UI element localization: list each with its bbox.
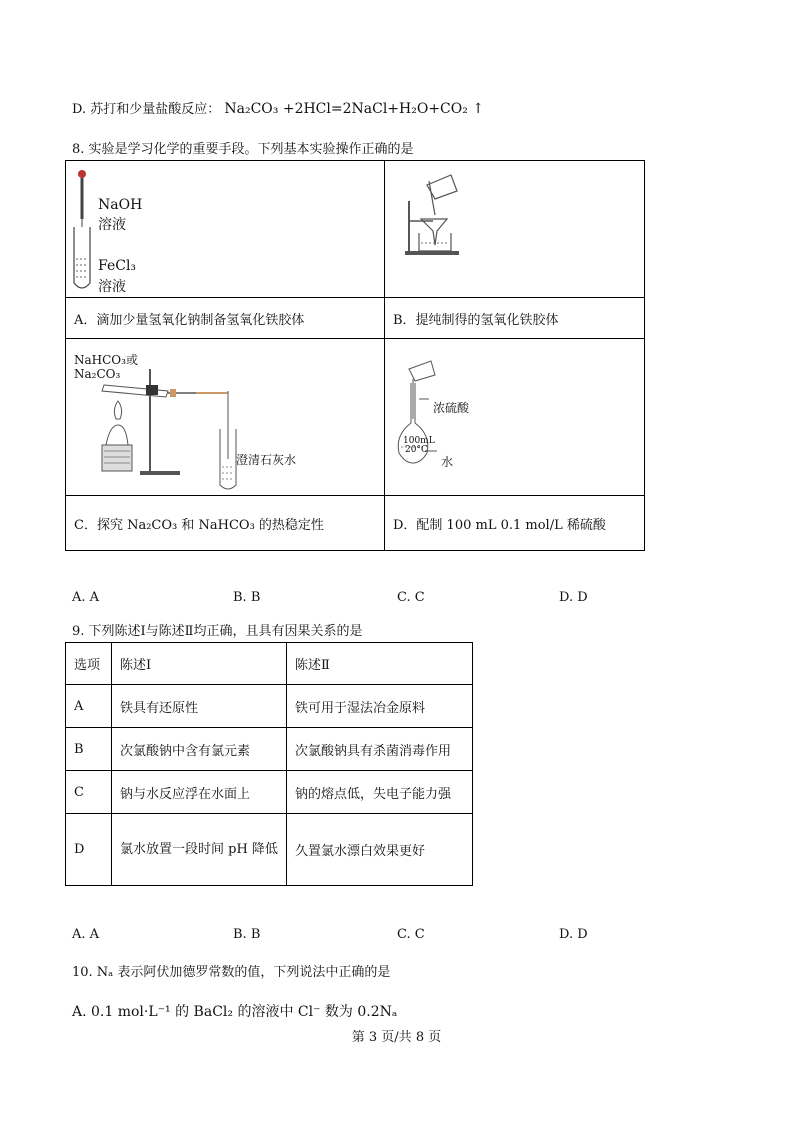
- row-c-statement-1: 钠与水反应浮在水面上: [112, 771, 287, 814]
- row-a-option: A: [66, 685, 112, 728]
- row-d-option: D: [66, 814, 112, 886]
- concentrated-acid-label: 浓硫酸: [433, 401, 470, 415]
- fecl3-label: FeCl₃: [98, 258, 137, 274]
- alcohol-lamp-icon: [106, 425, 128, 445]
- q8-caption-a: A．滴加少量氢氧化钠制备氢氧化铁胶体: [66, 298, 385, 339]
- beaker-icon: [409, 361, 435, 381]
- flask-volume-label: 100mL: [403, 436, 435, 446]
- test-tube-icon: [74, 227, 90, 288]
- row-b-option: B: [66, 728, 112, 771]
- option-d-label: D. 苏打和少量盐酸反应：: [72, 102, 221, 117]
- q8-option-a[interactable]: A. A: [72, 590, 100, 605]
- fecl3-solution-label: 溶液: [98, 279, 126, 295]
- header-option: 选项: [66, 643, 112, 685]
- q8-cell-b-image: [385, 161, 644, 298]
- row-c-statement-2: 钠的熔点低，失电子能力强: [287, 771, 473, 814]
- filtration-apparatus-illustration: [385, 161, 644, 298]
- table-row: [66, 814, 473, 886]
- q8-cell-a-image: [66, 161, 385, 298]
- q8-grid: [65, 160, 645, 551]
- table-row: [66, 771, 473, 814]
- page-footer: 第 3 页/共 8 页: [351, 1030, 442, 1045]
- header-statement-1: 陈述Ⅰ: [112, 643, 287, 685]
- table-row: [66, 685, 473, 728]
- q9-option-c[interactable]: C. C: [397, 927, 425, 942]
- q8-cell-d-image: [385, 339, 644, 496]
- option-d-equation: Na₂CO₃ +2HCl=2NaCl+H₂O+CO₂ ↑: [224, 101, 485, 117]
- q9-option-b[interactable]: B. B: [233, 927, 261, 942]
- dropper-bulb-icon: [78, 170, 86, 178]
- row-d-statement-1: 氯水放置一段时间 pH 降低: [112, 814, 287, 886]
- q9-option-d[interactable]: D. D: [559, 927, 588, 942]
- row-b-statement-2: 次氯酸钠具有杀菌消毒作用: [287, 728, 473, 771]
- heated-tube-icon: [102, 385, 168, 397]
- q8-option-b[interactable]: B. B: [233, 590, 261, 605]
- row-d-statement-2: 久置氯水漂白效果更好: [287, 814, 473, 886]
- q9-stem: 9. 下列陈述Ⅰ与陈述Ⅱ均正确，且具有因果关系的是: [72, 624, 363, 639]
- table-header-row: [66, 643, 473, 685]
- q8-caption-c: C．探究 Na₂CO₃ 和 NaHCO₃ 的热稳定性: [66, 496, 385, 550]
- q10-stem: 10. Nₐ 表示阿伏加德罗常数的值，下列说法中正确的是: [72, 965, 391, 980]
- naoh-label: NaOH: [98, 197, 143, 213]
- q9-option-a[interactable]: A. A: [72, 927, 100, 942]
- table-row: [66, 728, 473, 771]
- q9-table: [65, 642, 473, 886]
- funnel-icon: [421, 219, 447, 245]
- nahco3-label: NaHCO₃或: [74, 353, 138, 367]
- prev-option-d: [72, 98, 484, 117]
- q8-option-d[interactable]: D. D: [559, 590, 588, 605]
- limewater-label: 澄清石灰水: [236, 453, 297, 467]
- q8-stem: 8. 实验是学习化学的重要手段。下列基本实验操作正确的是: [72, 142, 414, 157]
- na2co3-label: Na₂CO₃: [74, 367, 121, 381]
- flask-temp-label: 20°C: [405, 445, 428, 455]
- header-statement-2: 陈述Ⅱ: [287, 643, 473, 685]
- q8-option-c[interactable]: C. C: [397, 590, 425, 605]
- wooden-block-icon: [102, 445, 132, 471]
- row-a-statement-2: 铁可用于湿法冶金原料: [287, 685, 473, 728]
- naoh-solution-label: 溶液: [98, 217, 126, 233]
- row-b-statement-1: 次氯酸钠中含有氯元素: [112, 728, 287, 771]
- q8-caption-b: B．提纯制得的氢氧化铁胶体: [385, 298, 644, 339]
- volumetric-flask-illustration: [385, 339, 644, 496]
- q8-cell-c-image: [66, 339, 385, 496]
- row-c-option: C: [66, 771, 112, 814]
- water-label: 水: [441, 455, 454, 469]
- q10-option-a[interactable]: A. 0.1 mol·L⁻¹ 的 BaCl₂ 的溶液中 Cl⁻ 数为 0.2Nₐ: [72, 1004, 398, 1020]
- q8-caption-d: D．配制 100 mL 0.1 mol/L 稀硫酸: [393, 517, 606, 533]
- row-a-statement-1: 铁具有还原性: [112, 685, 287, 728]
